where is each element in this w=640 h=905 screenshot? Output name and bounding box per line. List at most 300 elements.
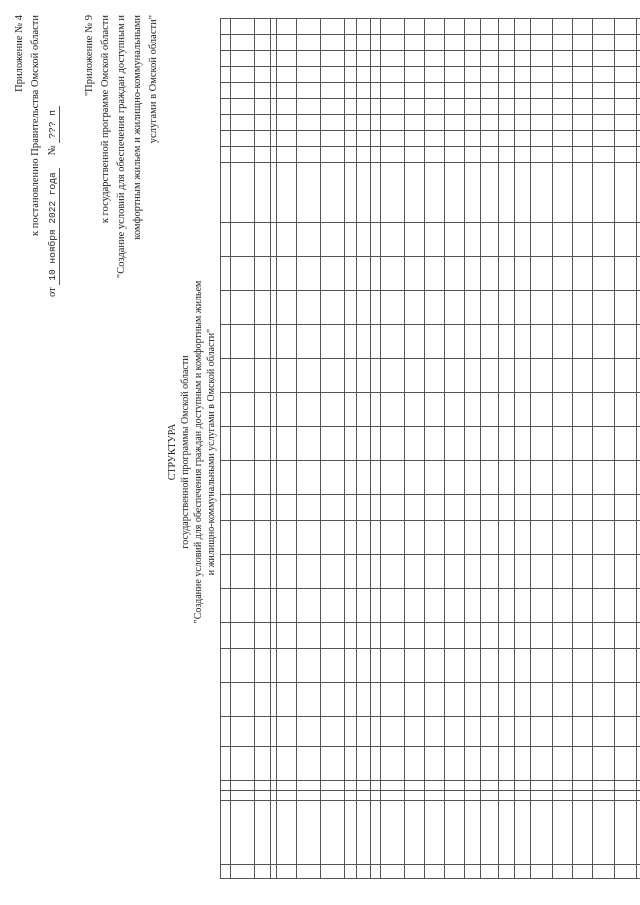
table-cell: [425, 495, 445, 521]
table-cell: [515, 67, 531, 83]
table-cell: [445, 461, 465, 495]
table-header-cell: [231, 147, 255, 163]
table-header-cell: [255, 163, 271, 223]
table-cell: [637, 257, 640, 291]
table-cell: [345, 115, 357, 131]
date-prefix: от: [47, 287, 58, 297]
table-cell: [371, 393, 381, 427]
table-cell: [515, 781, 531, 791]
table-cell: [371, 623, 381, 649]
table-cell: [425, 865, 445, 879]
table-cell: [573, 67, 593, 83]
table-cell: [465, 521, 481, 555]
table-cell: [321, 683, 345, 717]
table-row: [615, 19, 637, 879]
table-cell: [481, 67, 499, 83]
table-cell: [321, 115, 345, 131]
table-cell: [321, 393, 345, 427]
table-cell: [405, 555, 425, 589]
table-cell: [615, 781, 637, 791]
table-cell: [531, 649, 553, 683]
table-cell: [371, 223, 381, 257]
table-cell: [297, 35, 321, 51]
table-cell: [499, 495, 515, 521]
table-cell: [573, 427, 593, 461]
date-value: 10 ноября 2022 года: [46, 168, 60, 284]
table-cell: [573, 19, 593, 35]
table-cell: [345, 19, 357, 35]
table-cell: [615, 359, 637, 393]
table-row: [553, 19, 573, 879]
table-cell: [277, 747, 297, 781]
table-cell: [499, 623, 515, 649]
table-header-cell: [221, 555, 231, 589]
table-cell: [515, 257, 531, 291]
table-header-cell: [255, 717, 271, 747]
table-cell: [297, 67, 321, 83]
table-cell: [553, 495, 573, 521]
table-cell: [357, 257, 371, 291]
number-value: ??? п: [46, 106, 60, 143]
table-cell: [297, 791, 321, 801]
table-cell: [515, 99, 531, 115]
table-cell: [553, 291, 573, 325]
table-cell: [499, 131, 515, 147]
table-cell: [297, 555, 321, 589]
table-header-cell: [221, 147, 231, 163]
table-cell: [371, 717, 381, 747]
table-cell: [481, 163, 499, 223]
table-cell: [371, 801, 381, 865]
table-cell: [499, 393, 515, 427]
table-cell: [371, 83, 381, 99]
table-header-cell: [255, 649, 271, 683]
table-cell: [637, 521, 640, 555]
table-cell: [637, 781, 640, 791]
table-cell: [445, 649, 465, 683]
table-cell: [345, 461, 357, 495]
table-cell: [553, 147, 573, 163]
table-cell: [465, 291, 481, 325]
table-cell: [445, 865, 465, 879]
table-cell: [297, 801, 321, 865]
table-cell: [573, 115, 593, 131]
table-cell: [277, 555, 297, 589]
table-cell: [553, 359, 573, 393]
table-cell: [405, 623, 425, 649]
table-cell: [499, 427, 515, 461]
table-cell: [465, 747, 481, 781]
table-cell: [321, 257, 345, 291]
table-cell: [499, 19, 515, 35]
table-cell: [593, 257, 615, 291]
table-cell: [573, 801, 593, 865]
table-cell: [615, 865, 637, 879]
table-cell: [371, 555, 381, 589]
table-cell: [297, 781, 321, 791]
table-cell: [573, 521, 593, 555]
table-header-cell: [221, 747, 231, 781]
table-cell: [593, 649, 615, 683]
table-cell: [405, 83, 425, 99]
table-header-cell: [231, 163, 255, 223]
table-cell: [381, 83, 405, 99]
table-cell: [405, 163, 425, 223]
table-cell: [465, 555, 481, 589]
table-cell: [637, 461, 640, 495]
table-row: [297, 19, 321, 879]
table-header-cell: [255, 865, 271, 879]
table-cell: [321, 67, 345, 83]
table-cell: [531, 589, 553, 623]
table-cell: [321, 521, 345, 555]
table-cell: [637, 791, 640, 801]
table-cell: [465, 99, 481, 115]
table-cell: [615, 131, 637, 147]
table-cell: [345, 51, 357, 67]
table-cell: [573, 163, 593, 223]
table-cell: [425, 393, 445, 427]
table-cell: [321, 19, 345, 35]
table-header-cell: [255, 781, 271, 791]
table-cell: [405, 683, 425, 717]
table-cell: [371, 19, 381, 35]
table-cell: [573, 147, 593, 163]
table-cell: [593, 163, 615, 223]
table-cell: [381, 163, 405, 223]
table-cell: [297, 427, 321, 461]
table-cell: [425, 223, 445, 257]
table-header-cell: [255, 67, 271, 83]
document-subtitle: государственной программы Омской области: [180, 355, 191, 549]
table-cell: [637, 589, 640, 623]
table-header-cell: [255, 461, 271, 495]
table-cell: [277, 35, 297, 51]
table-cell: [297, 393, 321, 427]
table-cell: [615, 623, 637, 649]
table-cell: [593, 19, 615, 35]
table-cell: [277, 325, 297, 359]
table-cell: [277, 19, 297, 35]
table-header-cell: [255, 801, 271, 865]
table-header-row: [255, 19, 271, 879]
table-cell: [553, 393, 573, 427]
table-cell: [445, 359, 465, 393]
table-cell: [637, 865, 640, 879]
table-row: [481, 19, 499, 879]
table-cell: [321, 495, 345, 521]
table-cell: [515, 223, 531, 257]
table-cell: [445, 427, 465, 461]
table-cell: [345, 791, 357, 801]
table-cell: [573, 683, 593, 717]
table-cell: [515, 801, 531, 865]
table-cell: [371, 131, 381, 147]
program-name-line2: и жилищно-коммунальными услугами в Омской области": [206, 328, 217, 576]
table-cell: [371, 67, 381, 83]
table-cell: [615, 223, 637, 257]
table-cell: [445, 717, 465, 747]
table-cell: [531, 717, 553, 747]
table-cell: [425, 791, 445, 801]
structure-table-wrap: [220, 27, 630, 879]
table-cell: [553, 521, 573, 555]
table-cell: [615, 747, 637, 781]
table-cell: [321, 781, 345, 791]
table-cell: [615, 257, 637, 291]
table-cell: [357, 623, 371, 649]
table-cell: [515, 589, 531, 623]
table-cell: [381, 801, 405, 865]
table-cell: [425, 359, 445, 393]
table-cell: [615, 67, 637, 83]
table-cell: [465, 495, 481, 521]
table-cell: [371, 791, 381, 801]
table-cell: [405, 35, 425, 51]
table-header-cell: [231, 555, 255, 589]
table-cell: [515, 747, 531, 781]
table-header-cell: [231, 19, 255, 35]
table-cell: [615, 589, 637, 623]
table-cell: [499, 649, 515, 683]
table-cell: [297, 683, 321, 717]
table-cell: [481, 19, 499, 35]
table-cell: [531, 359, 553, 393]
table-cell: [499, 83, 515, 99]
table-header-cell: [221, 717, 231, 747]
table-cell: [321, 461, 345, 495]
table-cell: [297, 291, 321, 325]
table-header-cell: [221, 461, 231, 495]
table-cell: [345, 623, 357, 649]
table-header-cell: [221, 115, 231, 131]
table-cell: [553, 623, 573, 649]
table-cell: [297, 19, 321, 35]
table-cell: [573, 51, 593, 67]
table-header-cell: [231, 51, 255, 67]
table-cell: [405, 791, 425, 801]
table-cell: [321, 589, 345, 623]
table-row: [637, 19, 640, 879]
table-cell: [531, 67, 553, 83]
table-header-cell: [255, 19, 271, 35]
table-cell: [593, 495, 615, 521]
table-cell: [321, 291, 345, 325]
table-cell: [425, 291, 445, 325]
table-cell: [345, 683, 357, 717]
table-cell: [465, 649, 481, 683]
table-cell: [553, 555, 573, 589]
table-cell: [615, 325, 637, 359]
table-cell: [615, 291, 637, 325]
table-cell: [345, 495, 357, 521]
table-cell: [405, 147, 425, 163]
structure-table: [220, 18, 640, 879]
table-cell: [345, 147, 357, 163]
table-cell: [481, 291, 499, 325]
table-cell: [515, 147, 531, 163]
table-cell: [345, 649, 357, 683]
table-cell: [499, 801, 515, 865]
table-cell: [345, 131, 357, 147]
table-header-cell: [221, 19, 231, 35]
table-header-cell: [255, 291, 271, 325]
table-cell: [573, 781, 593, 791]
table-cell: [405, 747, 425, 781]
table-header-cell: [255, 51, 271, 67]
decree-date-line: [46, 106, 60, 297]
table-header-cell: [221, 99, 231, 115]
table-cell: [321, 325, 345, 359]
table-cell: [531, 257, 553, 291]
table-header-cell: [221, 393, 231, 427]
table-cell: [371, 427, 381, 461]
decree-reference: к постановлению Правительства Омской области: [30, 15, 41, 236]
table-cell: [615, 521, 637, 555]
table-cell: [593, 223, 615, 257]
table-cell: [357, 147, 371, 163]
table-cell: [465, 623, 481, 649]
table-cell: [381, 393, 405, 427]
table-header-cell: [231, 99, 255, 115]
table-cell: [553, 683, 573, 717]
table-cell: [357, 461, 371, 495]
table-cell: [321, 427, 345, 461]
table-cell: [357, 83, 371, 99]
table-cell: [515, 291, 531, 325]
table-cell: [637, 623, 640, 649]
table-cell: [425, 99, 445, 115]
table-cell: [515, 461, 531, 495]
table-cell: [515, 495, 531, 521]
table-cell: [465, 67, 481, 83]
table-cell: [357, 649, 371, 683]
table-cell: [615, 147, 637, 163]
table-cell: [637, 19, 640, 35]
table-header-cell: [231, 623, 255, 649]
table-cell: [573, 649, 593, 683]
table-header-cell: [231, 427, 255, 461]
table-header-cell: [221, 83, 231, 99]
table-cell: [573, 99, 593, 115]
table-cell: [345, 589, 357, 623]
table-cell: [573, 393, 593, 427]
table-row: [321, 19, 345, 879]
table-header-cell: [231, 131, 255, 147]
table-cell: [405, 461, 425, 495]
table-header-cell: [221, 589, 231, 623]
table-cell: [531, 521, 553, 555]
table-header-cell: [221, 649, 231, 683]
table-cell: [345, 521, 357, 555]
table-cell: [425, 521, 445, 555]
table-cell: [481, 359, 499, 393]
table-cell: [381, 623, 405, 649]
table-cell: [425, 781, 445, 791]
table-cell: [637, 801, 640, 865]
table-cell: [345, 291, 357, 325]
table-cell: [297, 649, 321, 683]
table-header-cell: [231, 683, 255, 717]
table-cell: [357, 589, 371, 623]
table-cell: [321, 649, 345, 683]
table-cell: [531, 163, 553, 223]
table-cell: [593, 147, 615, 163]
table-cell: [381, 683, 405, 717]
table-cell: [345, 555, 357, 589]
table-cell: [593, 291, 615, 325]
table-header-cell: [255, 83, 271, 99]
table-cell: [515, 35, 531, 51]
table-cell: [499, 683, 515, 717]
table-cell: [593, 521, 615, 555]
table-cell: [345, 35, 357, 51]
table-cell: [277, 51, 297, 67]
table-cell: [357, 683, 371, 717]
table-cell: [573, 461, 593, 495]
table-cell: [465, 717, 481, 747]
table-cell: [637, 131, 640, 147]
table-cell: [573, 291, 593, 325]
table-cell: [531, 115, 553, 131]
table-cell: [553, 427, 573, 461]
program-appendix-line5: услугами в Омской области": [148, 15, 159, 144]
table-cell: [405, 781, 425, 791]
table-cell: [357, 131, 371, 147]
table-cell: [593, 865, 615, 879]
table-cell: [515, 555, 531, 589]
table-cell: [357, 781, 371, 791]
table-cell: [445, 521, 465, 555]
table-cell: [405, 521, 425, 555]
table-header-cell: [221, 325, 231, 359]
table-cell: [357, 163, 371, 223]
table-cell: [499, 325, 515, 359]
table-row: [357, 19, 371, 879]
table-cell: [345, 325, 357, 359]
table-cell: [465, 131, 481, 147]
table-cell: [425, 147, 445, 163]
table-cell: [321, 747, 345, 781]
table-header-cell: [221, 51, 231, 67]
table-cell: [531, 131, 553, 147]
table-cell: [425, 461, 445, 495]
table-cell: [593, 427, 615, 461]
table-cell: [481, 791, 499, 801]
table-cell: [345, 83, 357, 99]
table-row: [405, 19, 425, 879]
table-cell: [465, 115, 481, 131]
table-cell: [277, 223, 297, 257]
table-cell: [573, 865, 593, 879]
table-cell: [371, 865, 381, 879]
table-cell: [593, 35, 615, 51]
table-cell: [553, 461, 573, 495]
table-row: [345, 19, 357, 879]
table-cell: [593, 51, 615, 67]
table-header-cell: [255, 131, 271, 147]
rotated-sheet: [7, 7, 632, 897]
table-cell: [481, 393, 499, 427]
table-cell: [277, 649, 297, 683]
table-cell: [381, 717, 405, 747]
table-row: [573, 19, 593, 879]
table-cell: [481, 781, 499, 791]
table-cell: [515, 427, 531, 461]
table-cell: [277, 495, 297, 521]
table-cell: [637, 291, 640, 325]
table-cell: [321, 359, 345, 393]
